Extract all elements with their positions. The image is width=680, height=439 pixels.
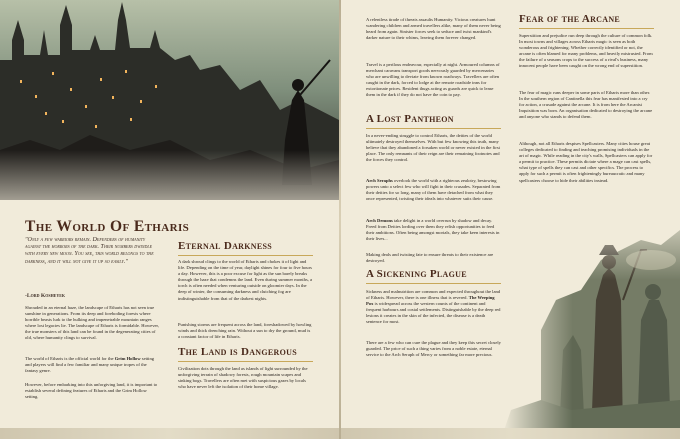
heading-rule: [178, 361, 313, 362]
epigraph-quote: "Only a few warriors remain. Defenders of humanity against the horrors of the dark. Their numbers dwindle with every new moon. You see, this world belongs to the darkness, and it will not give it up so easily.": [25, 237, 154, 265]
page-title: The World Of Etharis: [25, 218, 190, 235]
cure-paragraph: There are a few who can cure the plague and they keep this secret closely guarded. The price of such a thing varies from a noble estate, eternal service to the Arch Seraph of Mercy or something far more precious.: [366, 340, 501, 358]
heading-rule: [366, 128, 501, 129]
superstition-paragraph: Superstition and prejudice run deep through the culture of common folk. In most towns and villages across Etharis magic is seen as both wonderous and frightening. Whether correctly identified or not, the arcane is often blamed for many problems, and heavily mistrusted. From the failure of a seasons crops to the success of a rival's business, many innocent people have been caught on the wrong end of superstition.: [519, 33, 653, 69]
travel-paragraph: Travel is a perilous endeavour, especially at night. Armoured columns of merchant caravans transport goods nervously guarded by mercenaries who are unwilling to deviate from known roadways. Travellers are often caught in the dark, forced to lodge at the remote roadside inns for extortionate prices. Resident thugs acting as guards are quick to lease them in the dark if they do not have the coin to pay.: [366, 62, 500, 98]
eternal-darkness-paragraph: A dark shroud clings to the world of Etharis and chokes it of light and life. Depending on the time of year, daylight shines for four to five hours a day. However, this is a poor excuse for light as the sun barely breaks through the haze that condemns the land. Even during summer months, a torch is often needed when venturing outside on gloomier days. In the deep of winter, the consuming darkness and clutching fog are indistinguishable from that of the darkest nights.: [178, 259, 313, 301]
heading-lost-pantheon: A Lost Pantheon: [366, 113, 454, 125]
heading-rule: [366, 283, 501, 284]
page-footer-band: [0, 428, 339, 439]
quote-attribution: -Lord Kosheyek: [25, 293, 66, 299]
arch-demons-paragraph: Arch Demons take delight in a world overrun by shadow and decay. Freed from Deities lording over them they relish opportunities to feed their ambitions. Often being amongst mortals, they take keen interests in their lives...: [366, 218, 500, 242]
heading-sickening-plague: A Sickening Plague: [366, 268, 467, 280]
heading-fear-arcane: Fear of the Arcane: [519, 13, 621, 25]
spellcasters-paragraph: Although, not all Etharis despises Spellcasters. Many cities house great colleges dedicated to finding and teaching promising individuals in the art of magic. While reading in the city's walls, Spellcasters can apply for a permit to practice. These permits dictate where a mage can cast spells, what type of spells they can cast and other specifics. The process to apply for such a permit is often frighteningly bureaucratic and many spellcasters choose to hide their abilities instead.: [519, 141, 653, 183]
castle-city-illustration: [0, 0, 339, 230]
heading-rule: [178, 255, 313, 256]
left-page: [0, 0, 339, 439]
civilization-paragraph: Civilization dots through the land as islands of light surrounded by the unforgiving terrain of shadowy forests, rough mountain scapes and sinking bogs. Travellers are often met with suspicious gazes by locals who have never left the isolation of their home village.: [178, 366, 308, 390]
intro-paragraph: Shrouded in an eternal haze, the landscape of Etharis has not seen true sunshine in generations. From its deep and foreboding forests where horrible beasts lurk to the hulking and impenetrable mountain ranges where lost legacies lie. The landscape of Etharis is formidable. However, the true monsters of this land can be found in the degenerating cities of old, where humanity clings to survival.: [25, 305, 160, 341]
arch-seraphs-paragraph: Arch Seraphs overlook the world with a righteous zealotry, bestowing powers unto a select few who will fight in their crusades. Separated from their deities for so long, many of them have detached from what they once represented, twisting their ideals into whatever suits their cause.: [366, 178, 501, 202]
page-footer-band: [341, 428, 680, 439]
official-world-paragraph: The world of Etharis is the official world for the Grim Hollow setting and players will find a few familiar and many unique tropes of the fantasy genre.: [25, 356, 155, 374]
right-page: [341, 0, 680, 439]
threats-paragraph: A relentless tirade of threats assaults Humanity. Vicious creatures hunt wandering children and armed travellers alike, many of them never being heard from again. Sinister forces seek to seduce and twist mankind's darker nature to their whims, leaving them forever changed.: [366, 17, 501, 41]
inquisition-paragraph: The fear of magic runs deeper in some parts of Etharis more than other. In the southern region of Cantinella this fear has manifested into a cry for action, a crusade against the arcane. It is from here the Arcanist Inquisition was born. An organisation dedicated to destroying the arcane and anyone who stands to defend them.: [519, 90, 653, 120]
plague-paragraph: Sickness and malnutrition are common and expected throughout the land of Etharis. However, there is one illness that is revered. The Weeping Pox is widespread across the western counts of the continent and frequent harbours and costal settlements. Distinguishable by the deep red lesions it creates in the skin of the infected, the disease is a death sentence for most.: [366, 289, 501, 325]
storms-paragraph: Punishing storms are frequent across the land, foreshadowed by howling winds and thick drenching rain. Without a sun to dry the ground, mud is a constant factor of life in Etharis.: [178, 322, 312, 340]
pantheon-paragraph: In a never-ending struggle to control Etharis, the deities of the world ultimately destroyed themselves. With but few knowing this truth, many believe that they abandoned a forsaken world or never existed in the first place. The only remnants of their reign are their remaining footnotes and the forces they control.: [366, 133, 500, 163]
making-deals-paragraph: Making deals and twisting fate to ensure threats to their existence are destroyed.: [366, 252, 494, 264]
before-embarking-paragraph: However, before embarking into this unforgiving land, it is important to establish several defining features of Etharis and the Grim Hollow setting.: [25, 382, 158, 400]
heading-eternal-darkness: Eternal Darkness: [178, 240, 272, 252]
heading-rule: [519, 28, 654, 29]
heading-land-dangerous: The Land is Dangerous: [178, 346, 297, 358]
